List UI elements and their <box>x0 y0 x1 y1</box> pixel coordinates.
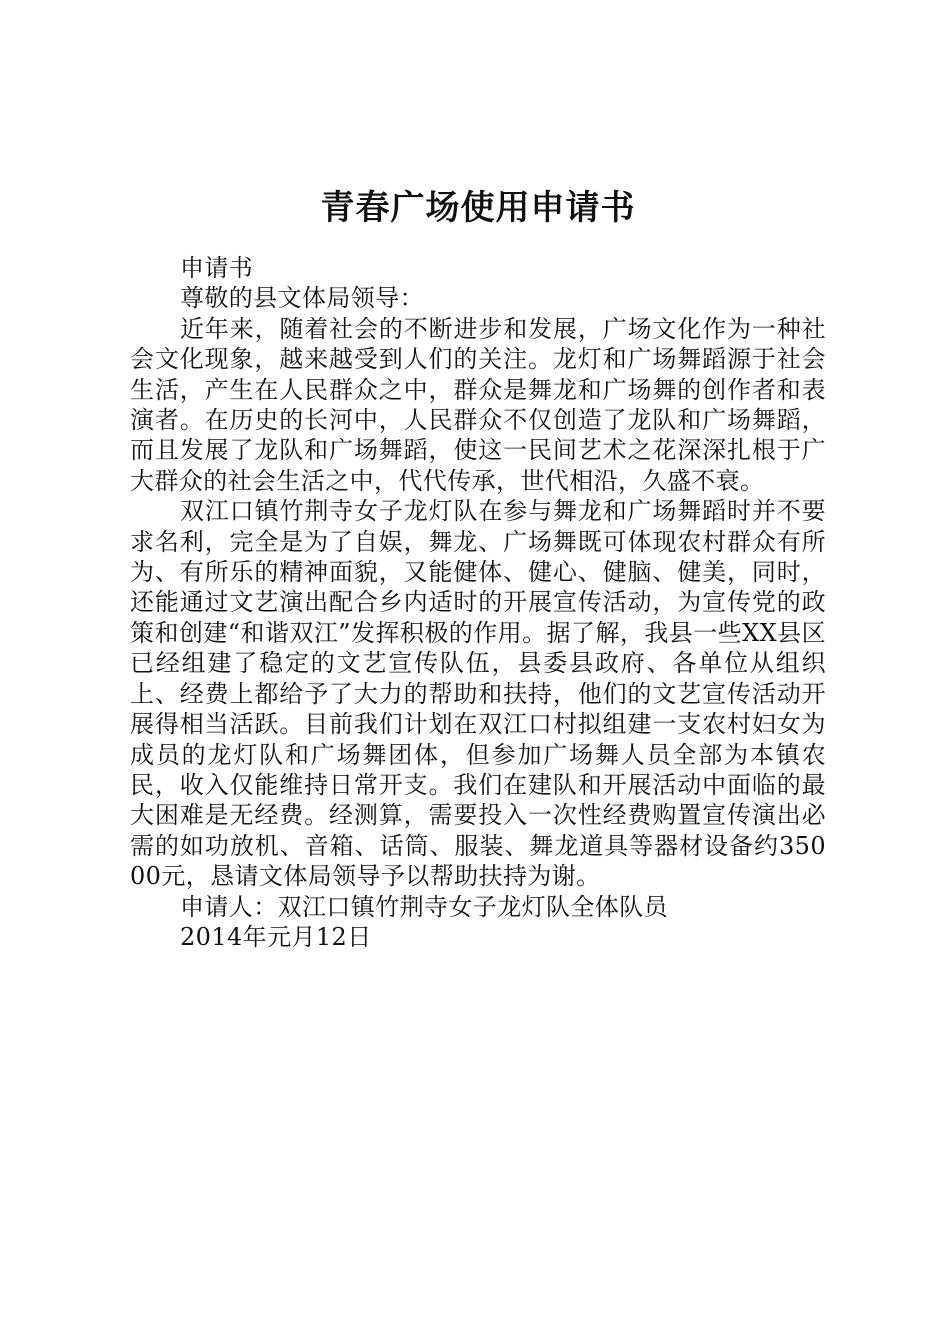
body-paragraph-request: 双江口镇竹荆寺女子龙灯队在参与舞龙和广场舞蹈时并不要求名利，完全是为了自娱，舞龙、广场舞既可体现农村群众有所为、有所乐的精神面貌，又能健体、健心、健脑、健美，同时，还能通过文艺演出配合乡内适时的开展宣传活动，为宣传党的政策和创建“和谐双江”发挥积极的作用。据了解，我县一些XX县区已经组建了稳定的文艺宣传队伍，县委县政府、各单位从组织上、经费上都给予了大力的帮助和扶持，他们的文艺宣传活动开展得相当活跃。目前我们计划在双江口村拟组建一支农村妇女为成员的龙灯队和广场舞团体，但参加广场舞人员全部为本镇农民，收入仅能维持日常开支。我们在建队和开展活动中面临的最大困难是无经费。经测算，需要投入一次性经费购置宣传演出必需的如功放机、音箱、话筒、服装、舞龙道具等器材设备约35000元，恳请文体局领导予以帮助扶持为谢。 <box>130 497 826 891</box>
document-body <box>130 185 826 952</box>
document-title: 青春广场使用申请书 <box>320 188 636 228</box>
salutation-heading: 申请书 <box>180 254 254 282</box>
date-line: 2014年元月12日 <box>180 922 372 951</box>
body-paragraph-background: 近年来，随着社会的不断进步和发展，广场文化作为一种社会文化现象，越来越受到人们的关注。龙灯和广场舞蹈源于社会生活，产生在人民群众之中，群众是舞龙和广场舞的创作者和表演者。在历史的长河中，人民群众不仅创造了龙队和广场舞蹈，而且发展了龙队和广场舞蹈，使这一民间艺术之花深深扎根于广大群众的社会生活之中，代代传承，世代相沿，久盛不衰。 <box>130 314 826 495</box>
applicant-line: 申请人：双江口镇竹荆寺女子龙灯队全体队员 <box>180 892 668 921</box>
addressee-line: 尊敬的县文体局领导： <box>180 284 424 313</box>
